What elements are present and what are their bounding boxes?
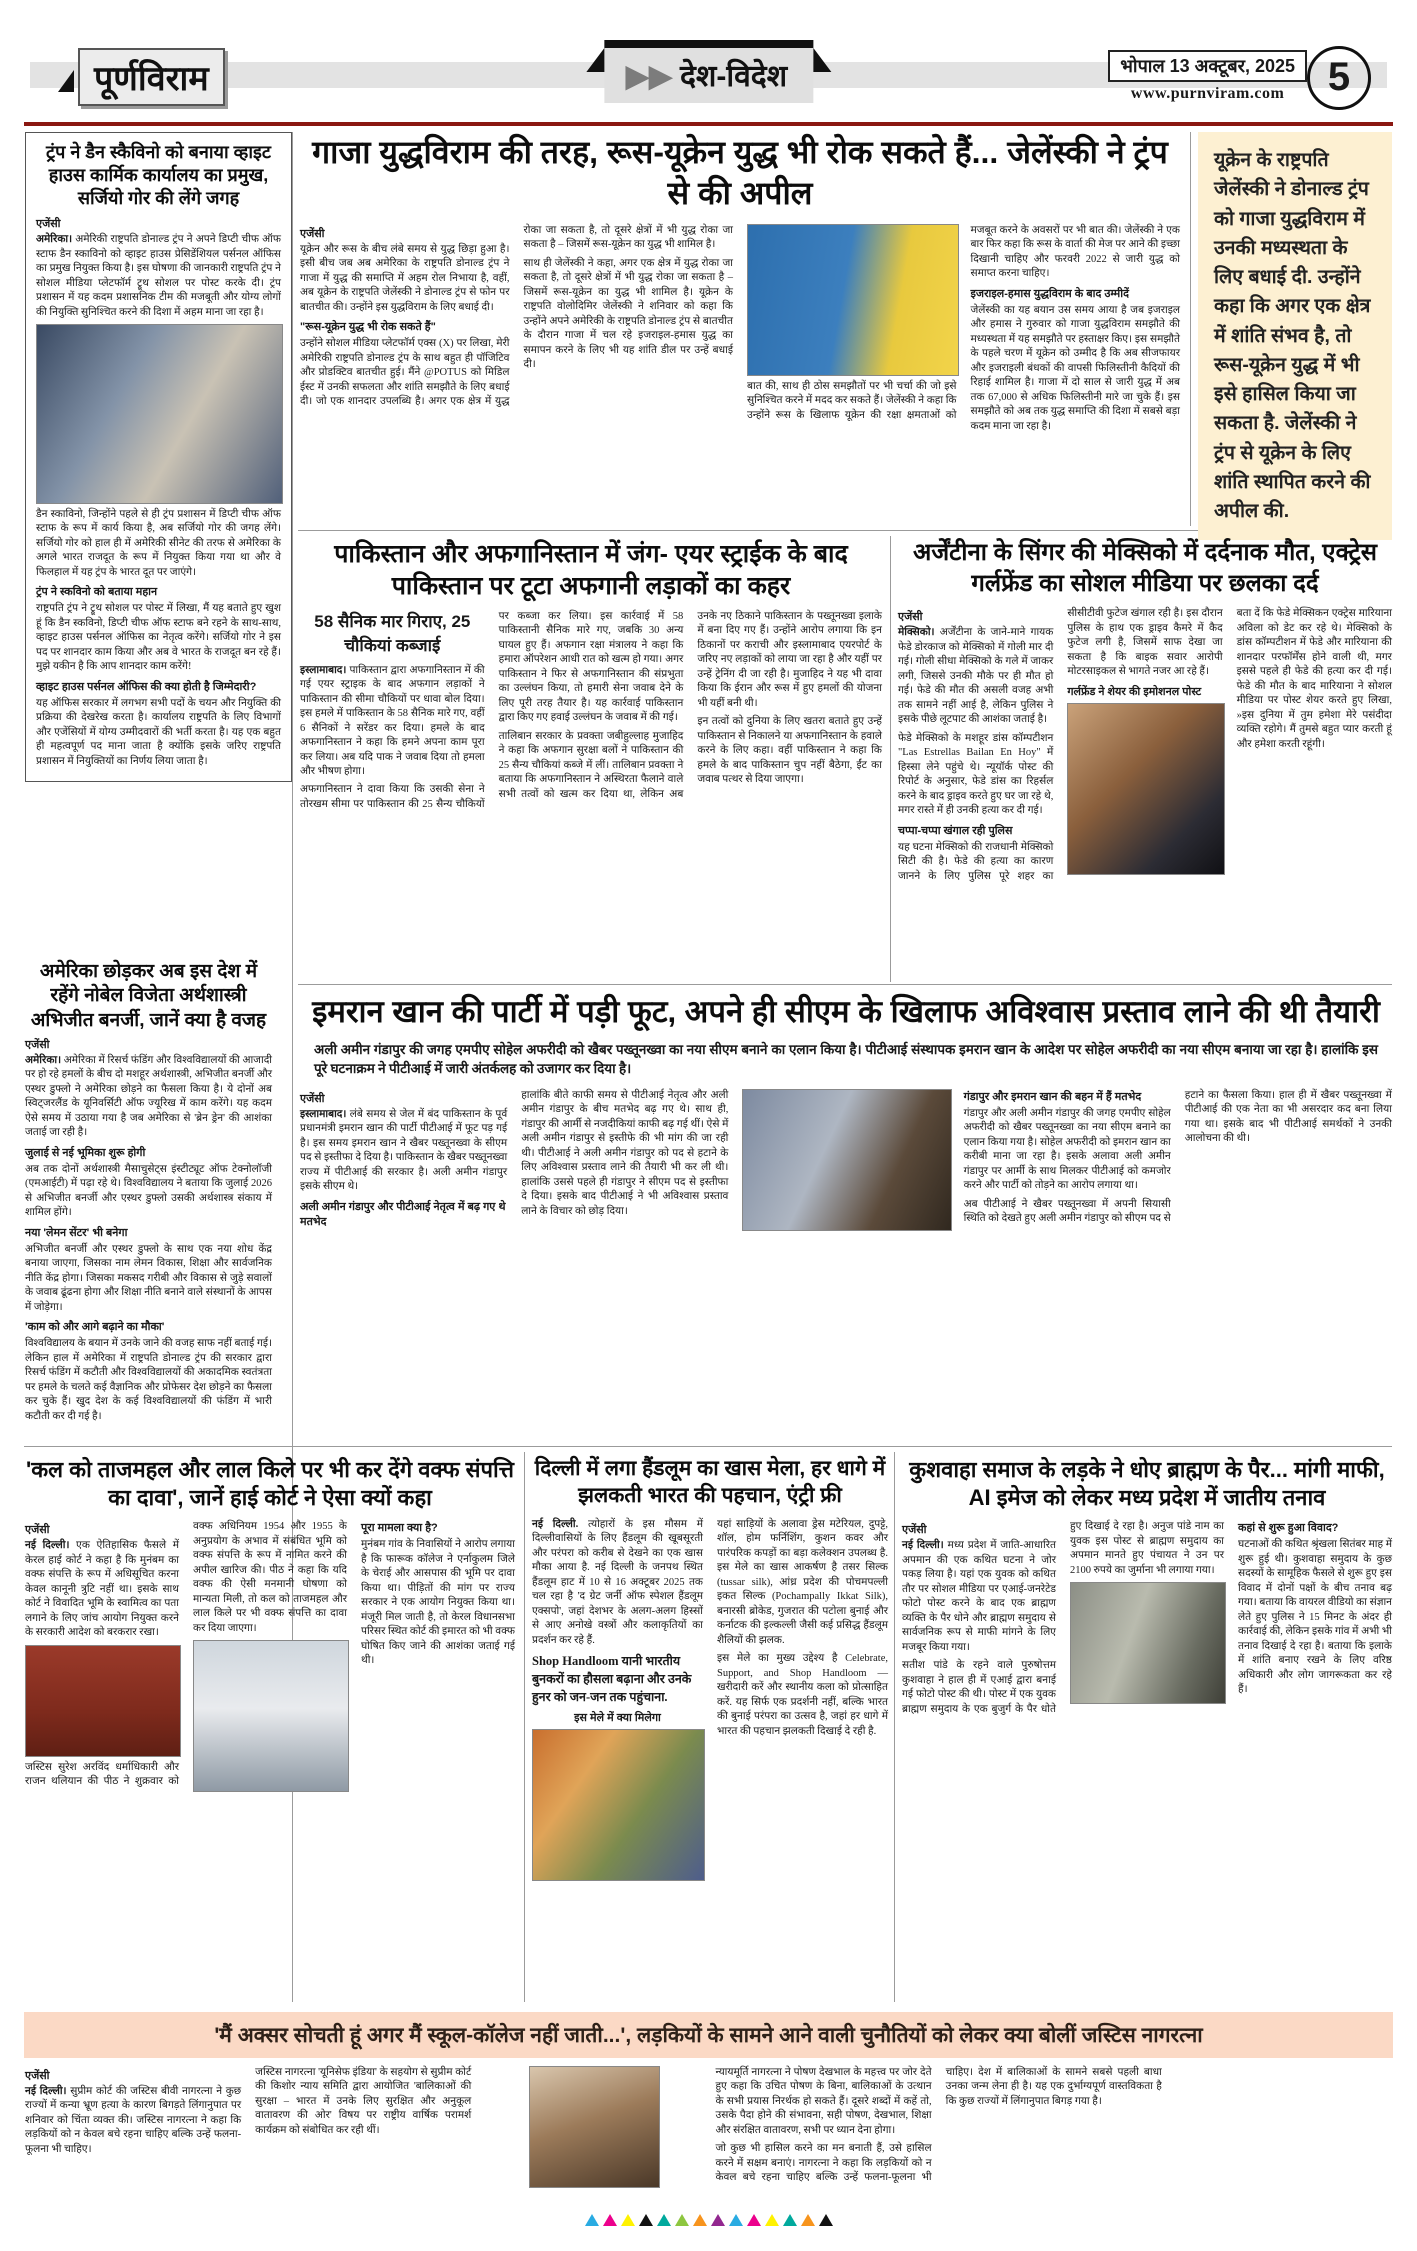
body-paragraph: अब पीटीआई ने खैबर पख्तूनख्वा में अपनी सियासी स्थिति को देखते हुए अली अमीन गंडापुर को सीएम पद से हटाने का फैसला किया। हाल ही में खैबर पख्तूनख्वा में पीटीआई की एक नेता का भी असरदार कद बना लिया गया था। इसके बाद भी पीटीआई समर्थकों ने उनकी आलोचना की थी।: [963, 1089, 1392, 1225]
trump-scavino-photo: [36, 324, 283, 504]
subhead: पूरा मामला क्या है?: [361, 1522, 438, 1535]
dateline: नई दिल्ली।: [902, 1540, 944, 1552]
body-paragraph: साथ ही जेलेंस्की ने कहा, अगर एक क्षेत्र में युद्ध रोका जा सकता है, तो दूसरे क्षेत्रों में भी युद्ध रोका जा सकता है – जिसमें रूस-यूक्रेन का युद्ध भी शामिल है। यूक्रेन के राष्ट्रपति वोलोदिमिर जेलेंस्की ने शनिवार को कहा कि उन्होंने अपने अमेरिकी के राष्ट्रपति डोनाल्ड ट्रंप से बातचीत के दौरान गाजा में चल रहे इजराइल-हमास युद्ध का समापन करने के लिए भी यह शांति डील पर उन्हें बधाई दी।: [523, 257, 733, 371]
footer-triangles-decoration: [0, 2214, 1417, 2226]
body-paragraph: तालिबान सरकार के प्रवक्ता जबीहुल्लाह मुजाहिद ने कहा कि अफगान सुरक्षा बलों ने पाकिस्तान की 25 सैन्य चौकियां कब्जे में लीं। तालिबान प्रवक्ता ने बताया कि अफगानिस्तान ने अस्थिरता फैलाने वाले सभी तत्वों को खत्म कर दिया था, लेकिन अब उनके नए ठिकाने पाकिस्तान के पख्तूनख्वा इलाके में बना दिए गए हैं। उन्होंने आरोप लगाया कि इन ठिकानों पर कराची और इस्लामाबाद एयरपोर्ट के जरिए नए लड़ाकों को लाया जा रहा है और यहीं पर उन्हें ट्रेनिंग दी जा रही है। मुजाहिद ने यह भी दावा किया कि ईरान और रूस में हुए हमलों की योजना भी यहीं बनी थी।: [498, 611, 882, 800]
dateline: नई दिल्ली.: [532, 1518, 579, 1530]
chevrons-icon: ▶▶: [625, 60, 673, 93]
subhead: इस मेले में क्या मिलेगा: [574, 1712, 661, 1725]
article-body: [898, 607, 1392, 884]
article-body: [25, 2066, 1392, 2188]
masthead: [0, 26, 1417, 118]
byline: एजेंसी: [25, 2070, 50, 2082]
edition-dateline: भोपाल 13 अक्टूबर, 2025: [1108, 50, 1307, 82]
article-body: [300, 1089, 1392, 1231]
triangle-icon: [819, 2214, 833, 2226]
body-paragraph: इन तत्वों को दुनिया के लिए खतरा बताते हुए उन्हें पाकिस्तान से निकालने या अफगानिस्तान के हवाले करने के लिए कहा। वहीं पाकिस्तान ने कहा कि हमले के बाद पाकिस्तान चुप नहीं बैठेगा, ईंट का जवाब पत्थर से दिया जाएगा।: [697, 716, 882, 786]
byline: एजेंसी: [902, 1524, 927, 1537]
taj-mahal-photo: [193, 1640, 349, 1792]
body-paragraph: इस्लामाबाद। लंबे समय से जेल में बंद पाकिस्तान के पूर्व प्रधानमंत्री इमरान खान की पार्टी पीटीआई में फूट पड़ गई है। इस समय इमरान खान ने खैबर पख्तूनख्वा के सीएम पद से इस्तीफा दे दिया है। पाकिस्तान के खैबर पख्तूनख्वा राज्य में पीटीआई की सरकार है। अली अमीन गंडापुर इसके सीएम थे।: [300, 1108, 508, 1193]
masthead-rule: [24, 122, 1393, 126]
article-headline: कुशवाहा समाज के लड़के ने धोए ब्राह्मण के पैर... मांगी माफी, AI इमेज को लेकर मध्य प्रदेश में जातीय तनाव: [909, 1457, 1385, 1511]
dateline: नई दिल्ली।: [25, 1540, 70, 1552]
body-paragraph: नई दिल्ली। सुप्रीम कोर्ट की जस्टिस बीवी नागरत्ना ने कुछ राज्यों में कन्या भ्रूण हत्या के कारण बिगड़ते लिंगानुपात पर शनिवार को चिंता व्यक्त की। जस्टिस नागरत्ना ने कहा कि लड़कियों को न केवल बचे रहना चाहिए बल्कि उन्हें फलना-फूलना भी चाहिए।: [25, 2086, 242, 2155]
body-paragraph: गंडापुर और अली अमीन गंडापुर की जगह एमपीए सोहेल अफरीदी को खैबर पख्तूनख्वा का नया सीएम बनाने का एलान किया गया है। सोहेल अफरीदी को इमरान खान का करीबी माना जा रहा है। इसके अलावा अली अमीन गंडापुर पर आर्मी के साथ मिलकर पीटीआई को कमजोर करने और पार्टी को तोड़ने का आरोप लगाया था।: [963, 1107, 1171, 1192]
body-paragraph: अमेरिका। अमेरिका में रिसर्च फंडिंग और विश्वविद्यालयों की आजादी पर हो रहे हमलों के बीच दो मशहूर अर्थशास्त्री, अभिजीत बनर्जी और एस्थर डुफ्लो ने अमेरिका छोड़ने का फैसला किया है। ये दोनों अब स्विट्जरलैंड के यूनिवर्सिटी ऑफ ज्यूरिख में काम करेंगे। यह कदम ऐसे समय में उठाया गया है जब अमेरिका से 'ब्रेन ड्रेन' की आशंका जताई जा रही है।: [25, 1054, 272, 1139]
body-paragraph: यूक्रेन और रूस के बीच लंबे समय से युद्ध छिड़ा हुआ है। इसी बीच जब अब अमेरिका के राष्ट्रपति डोनाल्ड ट्रंप ने गाजा में युद्ध की समाप्ति में अहम रोल निभाया है, वहीं, अब यूक्रेन के राष्ट्रपति जेलेंस्की ने डोनाल्ड ट्रंप से फोन पर बातचीत की। उन्होंने इस युद्धविराम के लिए बधाई दी।: [300, 243, 510, 313]
byline: एजेंसी: [300, 227, 325, 240]
triangle-icon: [603, 2214, 617, 2226]
triangle-icon: [801, 2214, 815, 2226]
body-paragraph: जो कुछ भी हासिल करने का मन बनाती हैं, उसे हासिल करने में सक्षम बनाएं। नागरत्ना ने कहा कि लड़कियों को न केवल बचे रहना चाहिए बल्कि उन्हें फलना-फूलना भी चाहिए। देश में बालिकाओं के सामने सबसे पहली बाधा उनका जन्म लेना ही है। यह एक दुर्भाग्यपूर्ण वास्तविकता है कि कुछ राज्यों में लिंगानुपात बिगड़ गया है।: [715, 2067, 1162, 2184]
body-paragraph: बात की, साथ ही ठोस समझौतों पर भी चर्चा की जो इसे सुनिश्चित करने में मदद कर सकते हैं। जेलेंस्की ने कहा कि उन्होंने रूस के खिलाफ यूक्रेन की रक्षा क्षमताओं को मजबूत करने के अवसरों पर भी बात की। जेलेंस्की ने एक बार फिर कहा कि रूस के वार्ता की मेज पर आने की इच्छा दिखानी चाहिए और फरवरी 2022 से जारी युद्ध को समाप्त करना चाहिए।: [747, 224, 1180, 421]
article-pakistan-afghanistan: [300, 538, 882, 812]
body-paragraph: नई दिल्ली। मध्य प्रदेश में जाति-आधारित अपमान की एक कथित घटना ने जोर पकड़ लिया है। यहां एक युवक को कथित तौर पर सोशल मीडिया पर एआई-जनरेटेड फोटो पोस्ट करने के बाद एक ब्राह्मण व्यक्ति के पैर धोने और ब्राह्मण समुदाय से सार्वजनिक रूप से माफी मांगने के लिए मजबूर किया गया।: [902, 1540, 1057, 1653]
handloom-expo-photo: [532, 1729, 705, 1881]
body-paragraph: नई दिल्ली. त्योहारों के इस मौसम में दिल्लीवासियों के लिए हैंडलूम की खूबसूरती और परंपरा को करीब से देखने का एक खास मौका आया है. नई दिल्ली के जनपथ स्थित हैंडलूम हाट में 10 से 16 अक्टूबर 2025 तक चल रहा है 'द ग्रेट जर्नी ऑफ स्पेशल हैंडलूम एक्सपो', जहां देशभर के अलग-अलग हिस्सों से आए अनोखे वस्त्रों और कलाकृतियों का प्रदर्शन कर रहे हैं.: [532, 1518, 704, 1646]
article-headline: इमरान खान की पार्टी में पड़ी फूट, अपने ही सीएम के खिलाफ अविश्वास प्रस्ताव लाने की थी तैयारी: [312, 994, 1380, 1029]
triangle-icon: [657, 2214, 671, 2226]
article-body: [300, 224, 1180, 434]
section-tab: [604, 40, 813, 103]
dateline: अमेरिका।: [25, 1054, 62, 1066]
body-paragraph: बता दें कि फेडे मेक्सिकन एक्ट्रेस मारियाना अविला को डेट कर रहे थे। मेक्सिको के डांस कॉम्पटीशन में फेडे और मारियाना की शानदार परफॉर्मेंस होने वाली थी, मगर इससे पहले ही फेडे की हत्या कर दी गई। फेडे की मौत के बाद मारियाना ने सोशल मीडिया पर पोस्ट शेयर करते हुए लिखा, »इस दुनिया में तुम हमेशा मेरे पसंदीदा व्यक्ति रहोगे। मैं तुमसे बहुत प्यार करती हूं और हमेशा करती रहूंगी।: [1236, 608, 1392, 750]
subhead: जुलाई से नई भूमिका शुरू होगी: [25, 1146, 146, 1159]
article-kushwaha-ai: [902, 1456, 1392, 1717]
page-number: 5: [1307, 46, 1371, 110]
triangle-icon: [639, 2214, 653, 2226]
article-imran-pti: [300, 992, 1392, 1231]
article-waqf-highcourt: [25, 1456, 515, 1792]
dateline-block: [1108, 50, 1307, 103]
dateline: नई दिल्ली।: [25, 2086, 67, 2097]
article-standfirst: अली अमीन गंडापुर की जगह एमपीए सोहेल अफरीदी को खैबर पख्तूनख्वा का नया सीएम बनाने का एलान किया है। पीटीआई संस्थापक इमरान खान के आदेश पर सोहेल अफरीदी का नया सीएम बनाया जा रहा है। हालांकि इस पूरे घटनाक्रम ने पीटीआई में जारी अंतर्कलह को उजागर कर दिया है।: [314, 1041, 1378, 1077]
article-nagarathna: [25, 2066, 1392, 2188]
subhead: व्हाइट हाउस पर्सनल ऑफिस की क्या होती है जिम्मेदारी?: [36, 680, 257, 693]
section-title: देश-विदेश: [680, 60, 788, 93]
subhead: "रूस-यूक्रेन युद्ध भी रोक सकते हैं": [300, 321, 436, 334]
subhead: चप्पा-चप्पा खंगाल रही पुलिस: [898, 824, 1013, 837]
article-headline: पाकिस्तान और अफगानिस्तान में जंग- एयर स्ट्राईक के बाद पाकिस्तान पर टूटा अफगानी लड़ाकों का कहर: [334, 540, 848, 600]
body-paragraph: इस मेले का मुख्य उद्देश्य है Celebrate, Support, and Shop Handloom — खरीदारी करें और स्थानीय कला को प्रोत्साहित करें. यह सिर्फ एक प्रदर्शनी नहीं, बल्कि भारत की बुनाई परंपरा का उत्सव है, जहां हर धागे में भारत की पहचान झलकती दिखाई दे रही है.: [717, 1653, 888, 1737]
article-body: [532, 1518, 888, 1882]
body-paragraph: फेडे मेक्सिको के मशहूर डांस कॉम्पटीशन "Las Estrellas Bailan En Hoy" में हिस्सा लेने पहुंचे थे। न्यूयॉर्क पोस्ट की रिपोर्ट के अनुसार, फेडे डांस का रिहर्सल करने के बाद ड्राइव करते हुए घर जा रहे थे, मगर रास्ते में ही उनकी हत्या कर दी गई।: [898, 732, 1054, 817]
body-paragraph: नई दिल्ली। एक ऐतिहासिक फैसले में केरल हाई कोर्ट ने कहा है कि मुनंबम का वक्फ संपत्ति के रूप में अधिसूचित करना केवल कानूनी त्रुटि नहीं था। इसके साथ कोर्ट ने विवादित भूमि के स्वामित्व का पता लगाने के लिए जांच आयोग नियुक्त करने के सरकारी आदेश को बरकरार रखा।: [25, 1540, 179, 1639]
row-divider: [24, 1446, 1392, 1447]
column-divider: [524, 1452, 525, 2002]
ukraine-highlight-box: यूक्रेन के राष्ट्रपति जेलेंस्की ने डोनाल्ड ट्रंप को गाजा युद्धविराम में उनकी मध्यस्थता के लिए बधाई दी. उन्होंने कहा कि अगर एक क्षेत्र में शांति संभव है, तो रूस-यूक्रेन युद्ध में भी इसे हासिल किया जा सकता है. जेलेंस्की ने ट्रंप से यूक्रेन के लिए शांति स्थापित करने की अपील की.: [1198, 132, 1392, 540]
article-headline: अर्जेंटीना के सिंगर की मेक्सिको में दर्दनाक मौत, एक्ट्रेस गर्लफ्रेंड का सोशल मीडिया पर छलका दर्द: [913, 539, 1377, 597]
article-trump-scavino: [25, 132, 292, 782]
triangle-icon: [693, 2214, 707, 2226]
body-paragraph: यह घटना मेक्सिको की राजधानी मेक्सिको सिटी की है। फेडे की हत्या का कारण जानने के लिए पुलिस पूरे शहर का सीसीटीवी फुटेज खंगाल रही है। इस दौरान पुलिस के हाथ एक ड्राइव कैमरे में कैद फुटेज लगी है, जिसमें साफ देखा जा सकता है कि बाइक सवार आरोपी मोटरसाइकल से भागते नजर आ रहे हैं।: [898, 608, 1223, 882]
column-divider: [1190, 132, 1191, 526]
subhead: 'काम को और आगे बढ़ाने का मौका': [25, 1321, 165, 1334]
body-paragraph: जस्टिस नागरत्ना 'यूनिसेफ इंडिया' के सहयोग से सुप्रीम कोर्ट की किशोर न्याय समिति द्वारा आयोजित 'बालिकाओं की सुरक्षा – भारत में उनके लिए सुरक्षित और अनुकूल वातावरण की ओर' विषय पर राष्ट्रीय वार्षिक परामर्श कार्यक्रम को संबोधित कर रही थीं।: [255, 2067, 472, 2136]
column-divider: [894, 1452, 895, 2002]
subhead: इजराइल-हमास युद्धविराम के बाद उम्मीदें: [970, 287, 1129, 300]
body-paragraph: डैन स्काविनो, जिन्होंने पहले से ही ट्रंप प्रशासन में डिप्टी चीफ ऑफ स्टाफ के रूप में कार्य किया है, अब सर्जियो गोर की जगह लेंगे। सर्जियो गोर को हाल ही में अमेरिकी सीनेट की तरफ से अमेरिका के अगले भारत राजदूत के रूप में नियुक्त किया गया था और वे फिलहाल में यह ट्रंप के भारत दूत पर जाएंगे।: [36, 509, 281, 578]
dateline: इस्लामाबाद।: [300, 664, 347, 676]
subhead: नया 'लेमन सेंटर' भी बनेगा: [25, 1226, 128, 1239]
newspaper-logo: पूर्णविराम: [78, 48, 225, 106]
body-paragraph: उन्होंने सोशल मीडिया प्लेटफॉर्म एक्स (X) पर लिखा, मेरी अमेरिकी राष्ट्रपति डोनाल्ड ट्रंप के साथ बहुत ही पॉजिटिव और प्रोडक्टिव बातचीत हुई। मैंने @POTUS को मिडिल ईस्ट में उनकी सफलता और शांति समझौते के लिए बधाई दी। जो एक शानदार उपलब्धि है। अगर एक क्षेत्र में युद्ध रोका जा सकता है, तो दूसरे क्षेत्रों में भी युद्ध रोका जा सकता है – जिसमें रूस-यूक्रेन का युद्ध भी शामिल है।: [300, 224, 733, 408]
subhead: कहां से शुरू हुआ विवाद?: [1238, 1522, 1339, 1535]
article-headline: अमेरिका छोड़कर अब इस देश में रहेंगे नोबेल विजेता अर्थशास्त्री अभिजीत बनर्जी, जानें क्या है वजह: [30, 961, 267, 1031]
triangle-icon: [747, 2214, 761, 2226]
fede-dorcaz-photo: [1067, 703, 1224, 875]
byline: एजेंसी: [25, 1038, 50, 1051]
body-paragraph: मेक्सिको। अर्जेंटीना के जाने-माने गायक फेडे डोरकाज को मेक्सिको में गोली मार दी गई। गोली सीधा मेक्सिको के गले में जाकर लगी, जिससे उनकी मौके पर ही मौत हो गई। फेडे की मौत की असली वजह अभी तक सामने नहीं आई है, लेकिन पुलिस ने इसके पीछे लूटपाट की आशंका जताई है।: [898, 627, 1054, 726]
subhead: गंडापुर और इमरान खान की बहन में हैं मतभेद: [963, 1090, 1142, 1103]
section-triangle-icon: [813, 48, 831, 72]
row-divider: [298, 984, 1392, 985]
article-lede: 58 सैनिक मार गिराए, 25 चौकियां कब्जाई: [314, 612, 471, 655]
article-handloom-fair: [532, 1456, 888, 1881]
byline: एजेंसी: [300, 1092, 325, 1105]
body-paragraph: यह ऑफिस सरकार में लगभग सभी पदों के चयन और नियुक्ति की प्रक्रिया की देखरेख करता है। कार्यालय राष्ट्रपति के लिए विभागों और एजेंसियों में योग्य उम्मीदवारों की भर्ती करता है। यह एक बहुत ही महत्वपूर्ण पद माना जाता है क्योंकि इसके जरिए राष्ट्रपति प्रशासन में नियुक्तियों का निर्णय लिया जाता है।: [36, 697, 281, 767]
article-argentina-singer: [898, 538, 1392, 884]
article-body: [300, 610, 882, 812]
triangle-icon: [675, 2214, 689, 2226]
body-paragraph: यहां साड़ियों के अलावा ड्रेस मटेरियल, दुपट्टे, शॉल, होम फर्निशिंग, कुशन कवर और पारंपरिक कपड़ों का बड़ा कलेक्शन उपलब्ध है. इस मेले का खास आकर्षण है तसर सिल्क (tussar silk), आंध्र प्रदेश की पोचमपल्ली इकत सिल्क (Pochampally Ikkat Silk), बनारसी ब्रोकेड, गुजरात की पटोला बुनाई और कर्नाटक की इल्कल्ली जैसी कई प्रसिद्ध हैंडलूम शैलियों की झलक.: [717, 1518, 888, 1646]
article-headline: 'कल को ताजमहल और लाल किले पर भी कर देंगे वक्फ संपत्ति का दावा', जानें हाई कोर्ट ने ऐसा क्यों कहा: [26, 1457, 514, 1511]
body-paragraph: हालांकि बीते काफी समय से पीटीआई नेतृत्व और अली अमीन गंडापुर के बीच मतभेद बढ़ गए थे। साथ ही, गंडापुर की आर्मी से नजदीकियां काफी बढ़ गई थीं। ऐसे में अली अमीन गंडापुर से इस्तीफे की भी मांग की जा रही थी। पीटीआई ने अली अमीन गंडापुर को पद से हटाने के लिए अविश्वास प्रस्ताव लाने की तैयारी भी कर ली थी। हालांकि उससे पहले ही गंडापुर ने सीएम पद से इस्तीफा दे दिया। इसके बाद पीटीआई ने भी अविश्वास प्रस्ताव लाने के विचार को छोड़ दिया।: [521, 1089, 729, 1217]
byline: एजेंसी: [36, 218, 61, 231]
body-paragraph: सतीश पांडे के रहने वाले पुरुषोत्तम कुशवाहा ने हाल ही में एआई द्वारा बनाई गई फोटो पोस्ट की थी। पोस्ट में एक युवक ब्राह्मण समुदाय के एक बुजुर्ग के पैर धोते हुए दिखाई दे रहा है। अनुज पांडे नाम का युवक इस पोस्ट से ब्राह्मण समुदाय का अपमान मानते हुए पंचायत ने उन पर 2100 रुपये का जुर्माना भी लगाया गया।: [902, 1521, 1224, 1715]
triangle-icon: [765, 2214, 779, 2226]
body-paragraph: न्यायमूर्ति नागरत्ना ने पोषण देखभाल के महत्त्व पर जोर देते हुए कहा कि उचित पोषण के बिना, बालिकाओं के उत्थान के सभी प्रयास निरर्थक हो सकते हैं। दूसरे शब्दों में कहें तो, उसके पैदा होने की संभावना, सही पोषण, देखभाल, शिक्षा और संरक्षित वातावरण, सभी पर ध्यान देना होगा।: [715, 2067, 932, 2136]
article-banerjee: [25, 952, 272, 1428]
police-scene-photo: [1070, 1582, 1226, 1704]
article-body: [25, 1520, 515, 1792]
strip-headline-bar: [24, 2012, 1393, 2058]
subhead: गर्लफ्रेंड ने शेयर की इमोशनल पोस्ट: [1067, 685, 1202, 698]
triangle-icon: [729, 2214, 743, 2226]
body-paragraph: अब तक दोनों अर्थशास्त्री मैसाचुसेट्स इंस्टीट्यूट ऑफ टेक्नोलॉजी (एमआईटी) में पढ़ा रहे थे। विश्वविद्यालय ने बताया कि जुलाई 2026 से अभिजीत बनर्जी और एस्थर डुफ्लो उसकी अर्थशास्त्र संकाय में शामिल होंगे।: [25, 1163, 272, 1219]
article-headline: दिल्ली में लगा हैंडलूम का खास मेला, हर धागे में झलकती भारत की पहचान, एंट्री फ्री: [534, 1457, 886, 1507]
body-paragraph: अभिजीत बनर्जी और एस्थर डुफ्लो के साथ एक नया शोध केंद्र बनाया जाएगा, जिसका नाम लेमन विकास, शिक्षा और सार्वजनिक नीति केंद्र होगा। जिसका मकसद गरीबी और विकास से जुड़े सवालों के जवाब ढूंढना होगा और शिक्षा नीति बनाने वाले संस्थानों के आपस में जोड़ेगा।: [25, 1243, 272, 1313]
red-fort-photo: [25, 1645, 181, 1757]
triangle-icon: [585, 2214, 599, 2226]
byline: एजेंसी: [25, 1524, 50, 1537]
masthead-triangle-icon: [58, 70, 74, 92]
byline: एजेंसी: [898, 611, 923, 624]
shop-handloom-note: Shop Handloom यानी भारतीय बुनकरों का हौसला बढ़ाना और उनके हुनर को जन-जन तक पहुंचाना.: [532, 1654, 692, 1705]
column-divider: [890, 536, 891, 982]
body-paragraph: इस्लामाबाद। पाकिस्तान द्वारा अफगानिस्तान में की गई एयर स्ट्राइक के बाद अफगान लड़ाकों ने पाकिस्तान की सीमा चौकियों पर धावा बोल दिया। इस हमले में पाकिस्तान के 58 सैनिक मारे गए, वहीं 6 सैनिकों ने सरेंडर कर दिया। हमले के बाद अफगानिस्तान ने कहा कि हमने अपना काम पूरा कर लिया। अब यदि पाक ने जवाब दिया तो हमला और भीषण होगा।: [300, 664, 485, 777]
body-paragraph: जेलेंस्की का यह बयान उस समय आया है जब इजराइल और हमास ने गुरुवार को गाजा युद्धविराम समझौते की मध्यस्थता में यह समझौते पर हस्ताक्षर किए। इस समझौते के पहले चरण में यूक्रेन को उम्मीद है कि अब सीजफायर और इजराइली बंधकों की वापसी फिलिस्तीनी कैदियों की रिहाई शामिल है। गाजा में दो साल से जारी युद्ध में अब तक 67,000 से अधिक फिलिस्तीनी मारे जा चुके हैं। इस समझौते को अब तक युद्ध समाप्ति की दिशा में सबसे बड़ा कदम माना जा रहा है।: [970, 304, 1180, 432]
body-paragraph: जस्टिस सुरेश अरविंद धर्माधिकारी और राजन थलियान की पीठ ने शुक्रवार को वक्फ अधिनियम 1954 और 1955 के अनुप्रयोग के अभाव में संबंधित भूमि को वक्फ संपत्ति के रूप में नामित करने की अपील खारिज की। पीठ ने कहा कि यदि वक्फ की ऐसी मनमानी घोषणा को मान्यता मिली, तो कल को ताजमहल और लाल किले पर भी वक्फ संपत्ति का दावा कर दिया जाएगा।: [25, 1521, 347, 1788]
dateline: अमेरिका।: [36, 234, 73, 246]
article-headline: ट्रंप ने डैन स्कैविनो को बनाया व्हाइट हाउस कार्मिक कार्यालय का प्रमुख, सर्जियो गोर की लेंगे जगह: [46, 142, 271, 209]
dateline: मेक्सिको।: [898, 627, 935, 639]
triangle-icon: [621, 2214, 635, 2226]
article-headline: गाजा युद्धविराम की तरह, रूस-यूक्रेन युद्ध भी रोक सकते हैं... जेलेंस्की ने ट्रंप से की अपील: [312, 134, 1168, 211]
body-paragraph: अमेरिका। अमेरिकी राष्ट्रपति डोनाल्ड ट्रंप ने अपने डिप्टी चीफ ऑफ स्टाफ डैन स्काविनो को व्हाइट हाउस प्रेसिडेंशियल पर्सनल ऑफिस का प्रमुख नियुक्त किया है। इस घोषणा की जानकारी राष्ट्रपति ट्रंप ने सोशल मीडिया प्लेटफॉर्म ट्रूथ सोशल पर पोस्ट करके दी। ट्रंप प्रशासन में यह कदम प्रशासनिक टीम की मजबूती और योग्य लोगों की नियुक्ति सुनिश्चित करने की दिशा में अहम माना जा रहा है।: [36, 234, 281, 318]
body-paragraph: राष्ट्रपति ट्रंप ने ट्रूथ सोशल पर पोस्ट में लिखा, मैं यह बताते हुए खुश हूं कि डैन स्कविनो, डिप्टी चीफ ऑफ स्टाफ बने रहने के साथ-साथ, व्हाइट हाउस पर्सनल ऑफिस का नेतृत्व करेंगे। सर्जियो गोर ने इस पद पर शानदार काम किया और अब वे भारत के राजदूत बन रहे हैं। मुझे यकीन है कि आप शानदार काम करेंगे!: [36, 603, 281, 673]
subhead: अली अमीन गंडापुर और पीटीआई नेतृत्व में बढ़ गए थे मतभेद: [300, 1200, 506, 1228]
section-triangle-icon: [586, 48, 604, 72]
dateline: इस्लामाबाद।: [300, 1108, 347, 1120]
body-paragraph: विश्वविद्यालय के बयान में उनके जाने की वजह साफ नहीं बताई गई। लेकिन हाल में अमेरिका में राष्ट्रपति डोनाल्ड ट्रंप की सरकार द्वारा रिसर्च फंडिंग में कटौती और विश्वविद्यालयों की अकादमिक स्वतंत्रता पर हमले के चलते कई वैज्ञानिक और प्रोफेसर देश छोड़ने का फैसला कर चुके हैं। खुद देश के कई विश्वविद्यालयों की फंडिंग में भारी कटौती कर दी गई है।: [25, 1338, 272, 1422]
body-paragraph: घटनाओं की कथित श्रृंखला सितंबर माह में शुरू हुई थी। कुशवाहा समुदाय के कुछ सदस्यों के सामूहिक फैसले से शुरू हुए इस विवाद में दोनों पक्षों के बीच तनाव बढ़ गया। बताया कि वायरल वीडियो का संज्ञान लेते हुए पुलिस ने 15 मिनट के अंदर ही कार्रवाई की, लेकिन इसके गांव में अभी भी तनाव दिखाई दे रहा है। बताया कि इलाके में शांति बनाए रखने के लिए वरिष्ठ अधिकारी और लोग जागरूकता कर रहे हैं।: [1238, 1539, 1392, 1696]
article-headline: 'मैं अक्सर सोचती हूं अगर मैं स्कूल-कॉलेज नहीं जाती...', लड़कियों के सामने आने वाली चुनौतियों को लेकर क्या बोलीं जस्टिस नागरत्ना: [214, 2024, 1203, 2047]
justice-nagarathna-photo: [529, 2066, 661, 2188]
subhead: ट्रंप ने स्कविनो को बताया महान: [36, 586, 158, 599]
triangle-icon: [711, 2214, 725, 2226]
body-paragraph: अफगानिस्तान ने दावा किया कि उसकी सेना ने तोरखम सीमा पर पाकिस्तान की 25 सैन्य चौकियों पर कब्जा कर लिया। इस कार्रवाई में 58 पाकिस्तानी सैनिक मारे गए, जबकि 30 अन्य घायल हुए हैं। अफगान रक्षा मंत्रालय ने कहा कि हमारा ऑपरेशन आधी रात को खत्म हो गया। अगर पाकिस्तान ने फिर से अफगानिस्तान की संप्रभुता का उल्लंघन किया, तो हमारी सेना जवाब देने के लिए पूरी तरह तैयार है। यह कार्रवाई पाकिस्तान द्वारा किए गए हवाई उल्लंघन के जवाब में की गई।: [300, 611, 684, 810]
article-body: [902, 1520, 1392, 1717]
zelensky-photo: [747, 224, 959, 376]
triangle-icon: [783, 2214, 797, 2226]
body-paragraph: मुनंबम गांव के निवासियों ने आरोप लगाया है कि फारूक कॉलेज ने एर्नाकुलम जिले के चेराई और आसपास की भूमि पर दावा किया था। पीड़ितों की मांग पर राज्य सरकार ने एक आयोग नियुक्त किया था। मंजूरी मिल जाती है, तो केरल विधानसभा परिसर स्थित कोर्ट की इमारत को भी वक्फ घोषित किए जाने की आशंका जताई गई थी।: [361, 1539, 515, 1667]
website-url: www.purnviram.com: [1130, 85, 1285, 102]
article-zelensky: [300, 128, 1180, 434]
gandapur-photo: [742, 1089, 951, 1231]
